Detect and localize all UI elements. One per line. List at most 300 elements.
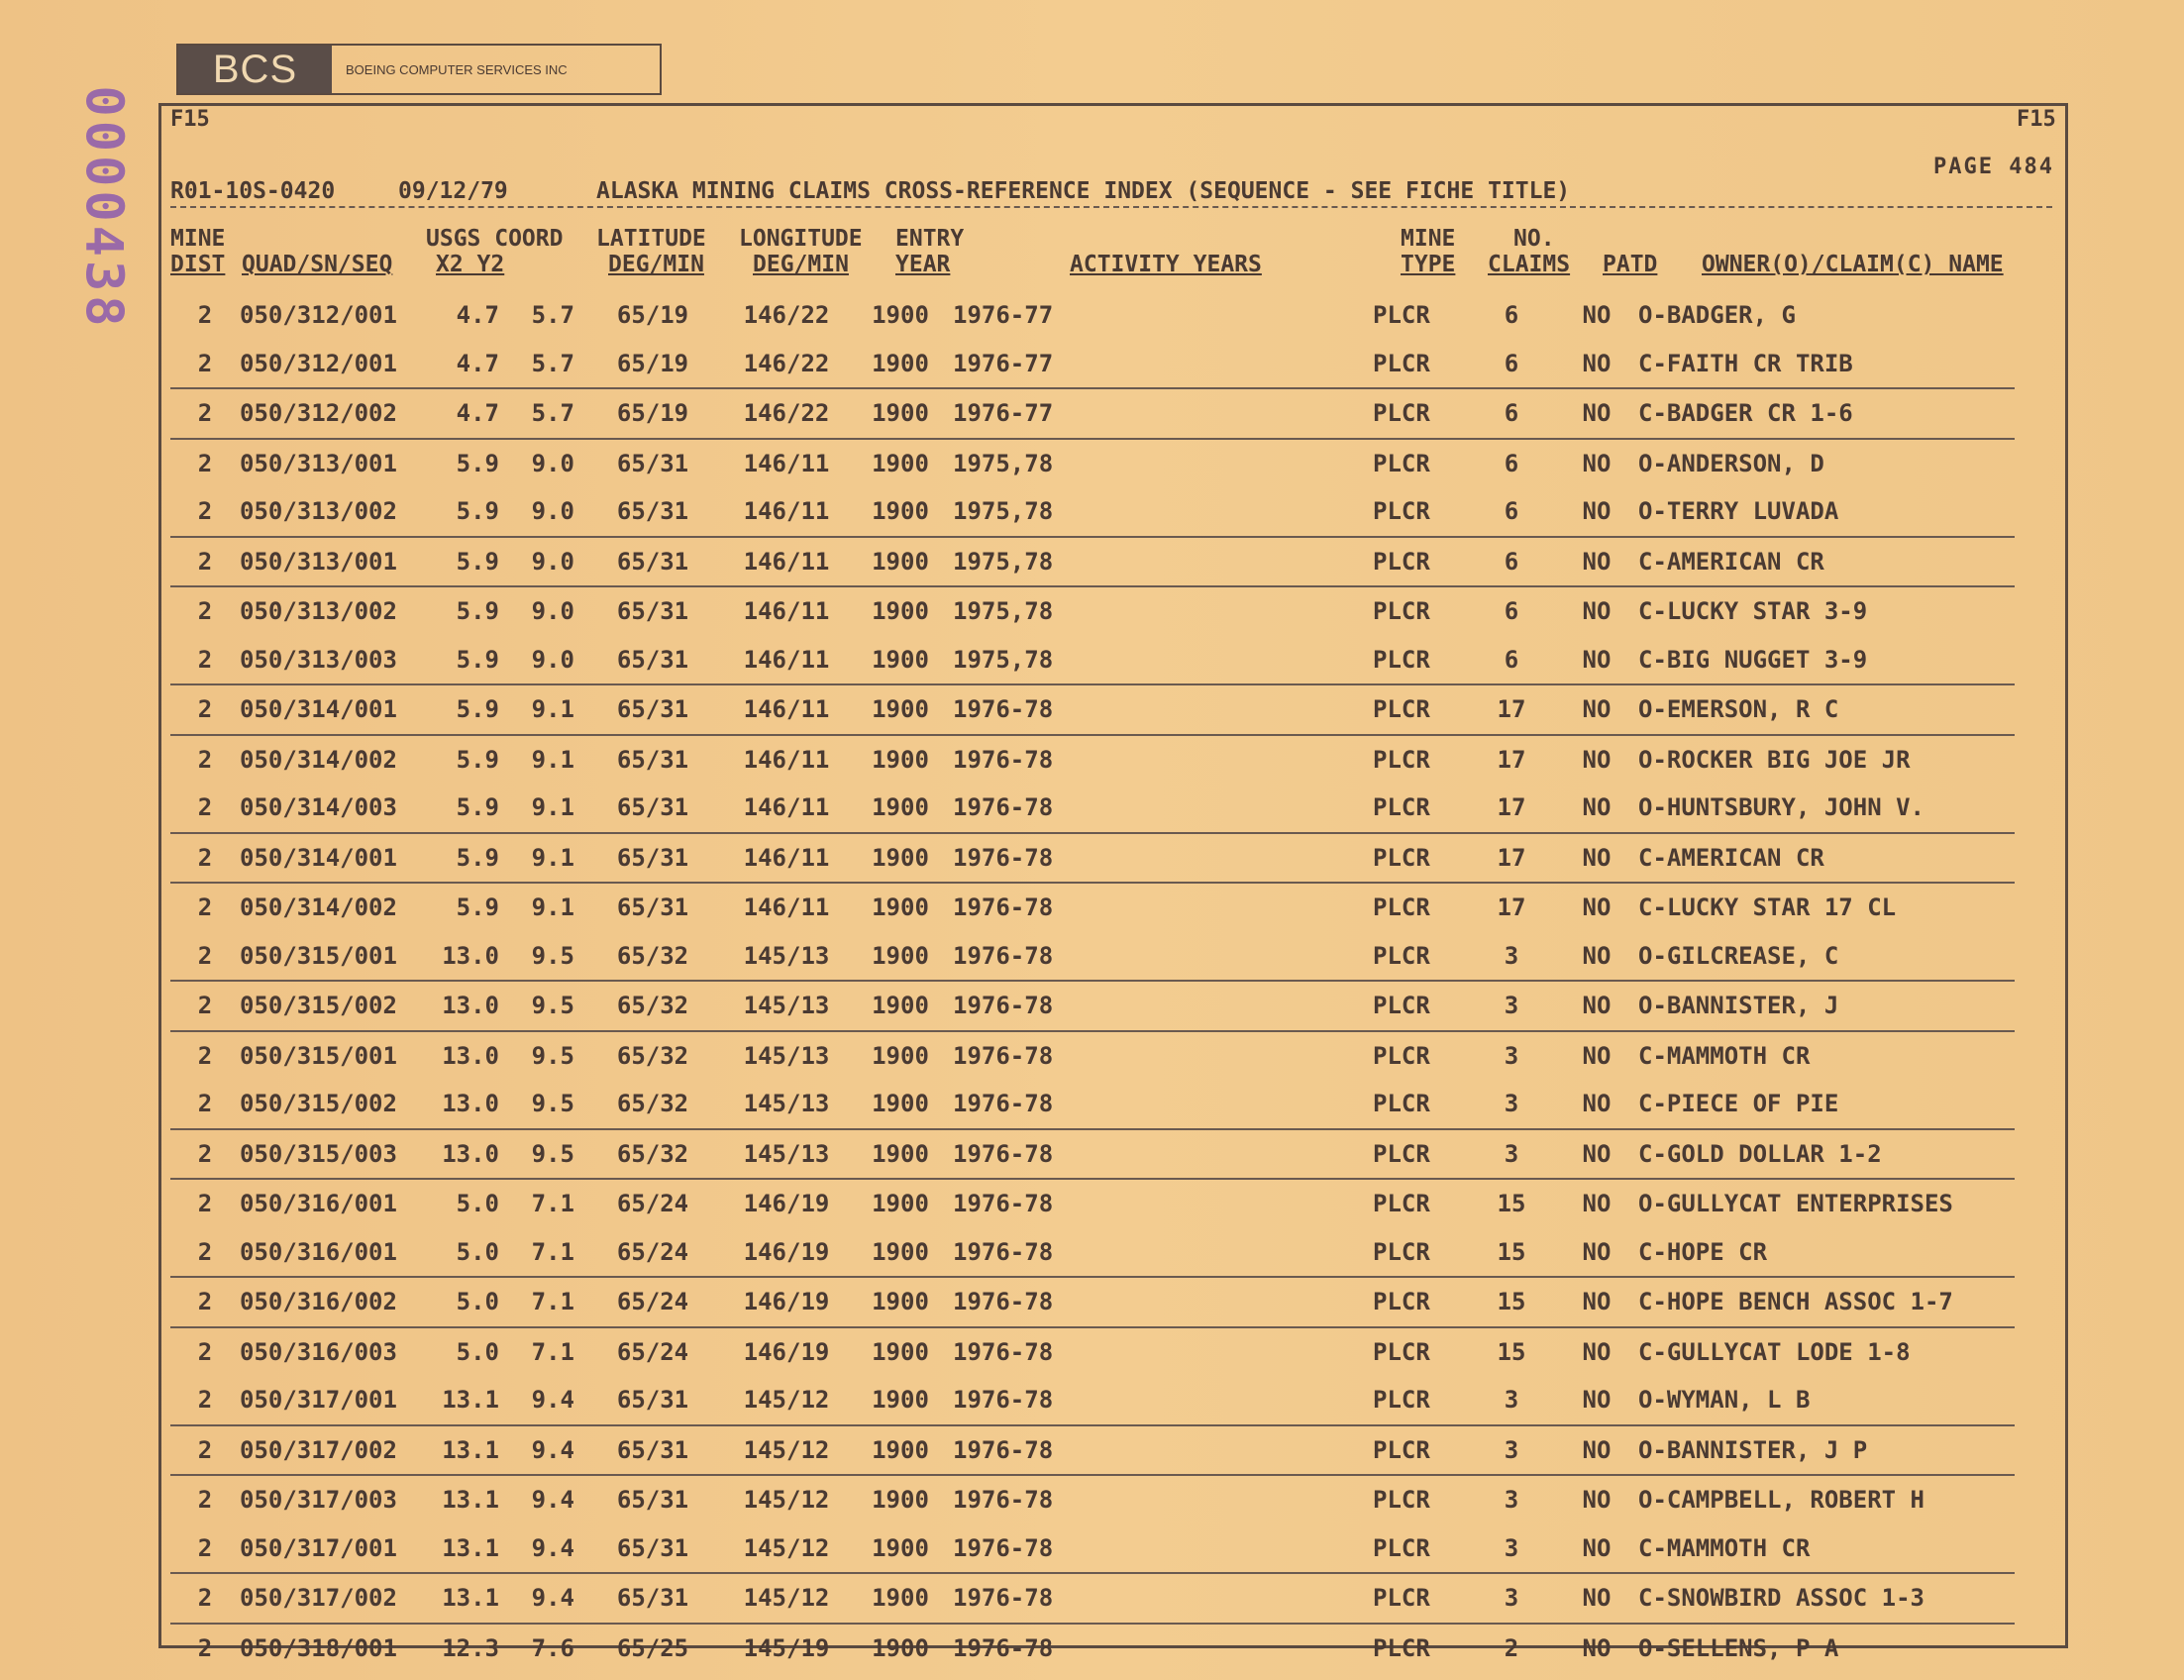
cell-mine-dist: 2 [170, 1129, 240, 1180]
cell-longitude: 145/12 [717, 1573, 856, 1624]
report-date: 09/12/79 [398, 178, 508, 204]
cell-mine-dist: 2 [170, 1228, 240, 1278]
cell-usgs-y2: 9.5 [509, 932, 588, 982]
cell-usgs-y2: 9.5 [509, 981, 588, 1031]
cell-owner-claim-name: C-HOPE BENCH ASSOC 1-7 [1638, 1277, 2015, 1327]
col-mine-type-1: MINE [1401, 226, 1456, 252]
cell-usgs-x2: 13.1 [426, 1573, 509, 1624]
cell-owner-claim-name: C-AMERICAN CR [1638, 833, 2015, 884]
cell-longitude: 146/11 [743, 745, 830, 774]
cell-longitude: 146/11 [717, 537, 856, 587]
cell-entry-year: 1900 [856, 340, 945, 389]
cell-longitude: 146/19 [743, 1337, 830, 1366]
cell-owner-claim-name: C-MAMMOTH CR [1638, 1041, 1811, 1070]
cell-latitude: 65/31 [588, 636, 717, 685]
cell-activity-years: 1976-77 [945, 388, 1373, 439]
cell-patd: NO [1582, 1633, 1612, 1662]
cell-no-claims: 15 [1468, 1277, 1555, 1327]
cell-quad-sn-seq: 050/313/003 [240, 636, 426, 685]
cell-mine-dist: 2 [170, 1425, 240, 1476]
cell-latitude: 65/31 [616, 745, 689, 774]
cell-usgs-x2: 13.1 [442, 1486, 499, 1515]
table-row [170, 833, 2015, 884]
cell-usgs-x2: 13.1 [426, 1524, 509, 1574]
cell-no-claims: 15 [1497, 1337, 1526, 1366]
cell-no-claims: 6 [1468, 487, 1555, 537]
cell-latitude: 65/32 [588, 1129, 717, 1180]
cell-entry-year: 1900 [856, 784, 945, 833]
cell-no-claims: 3 [1468, 1080, 1555, 1129]
cell-quad-sn-seq: 050/314/001 [240, 833, 426, 884]
cell-mine-dist: 2 [170, 1277, 240, 1327]
bcs-logo [176, 44, 662, 95]
cell-mine-type: PLCR [1373, 684, 1468, 735]
table-row [170, 1327, 2015, 1377]
cell-entry-year: 1900 [856, 1277, 945, 1327]
cell-longitude: 145/13 [717, 932, 856, 982]
col-longitude-2: DEG/MIN [753, 252, 849, 277]
cell-latitude: 65/24 [588, 1277, 717, 1327]
cell-patd: NO [1582, 893, 1612, 922]
cell-no-claims: 17 [1468, 684, 1555, 735]
cell-longitude: 146/19 [717, 1228, 856, 1278]
cell-quad-sn-seq: 050/316/003 [240, 1337, 397, 1366]
table-row [170, 1573, 2015, 1624]
cell-latitude: 65/31 [588, 833, 717, 884]
cell-usgs-x2: 13.0 [442, 1041, 499, 1070]
cell-latitude: 65/31 [616, 449, 689, 477]
cell-entry-year: 1900 [856, 1573, 945, 1624]
cell-usgs-y2: 7.1 [509, 1277, 588, 1327]
cell-usgs-y2: 9.4 [509, 1376, 588, 1425]
cell-owner-claim-name: O-TERRY LUVADA [1638, 487, 2015, 537]
cell-usgs-x2: 5.9 [426, 636, 509, 685]
cell-patd: NO [1582, 597, 1612, 626]
cell-mine-dist: 2 [197, 745, 213, 774]
cell-no-claims: 3 [1504, 1486, 1519, 1515]
cell-mine-type: PLCR [1373, 1337, 1430, 1366]
cell-quad-sn-seq: 050/312/001 [240, 340, 426, 389]
cell-mine-dist: 2 [170, 1573, 240, 1624]
cell-usgs-y2: 9.1 [509, 784, 588, 833]
cell-activity-years: 1976-77 [945, 340, 1373, 389]
cell-quad-sn-seq: 050/313/001 [240, 449, 397, 477]
cell-longitude: 145/12 [717, 1376, 856, 1425]
cell-patd: NO [1582, 449, 1612, 477]
cell-entry-year: 1900 [856, 487, 945, 537]
cell-mine-type: PLCR [1373, 784, 1468, 833]
table-row [170, 735, 2015, 785]
cell-owner-claim-name: O-ROCKER BIG JOE JR [1638, 745, 1911, 774]
cell-latitude: 65/32 [616, 1041, 689, 1070]
cell-latitude: 65/31 [588, 1425, 717, 1476]
cell-entry-year: 1900 [856, 932, 945, 982]
cell-owner-claim-name: O-CAMPBELL, ROBERT H [1638, 1486, 1924, 1515]
cell-entry-year: 1900 [872, 893, 929, 922]
cell-mine-type: PLCR [1373, 1228, 1468, 1278]
cell-owner-claim-name: C-PIECE OF PIE [1638, 1080, 2015, 1129]
cell-patd: NO [1555, 833, 1638, 884]
cell-usgs-x2: 4.7 [426, 388, 509, 439]
col-claims-2: CLAIMS [1488, 252, 1571, 277]
cell-latitude: 65/31 [588, 1524, 717, 1574]
document-number-stamp: 0000438 [74, 85, 134, 331]
cell-entry-year: 1900 [856, 684, 945, 735]
cell-owner-claim-name: O-BADGER, G [1638, 301, 1796, 330]
cell-patd: NO [1555, 487, 1638, 537]
cell-latitude: 65/25 [616, 1633, 689, 1662]
cell-mine-type: PLCR [1373, 1376, 1468, 1425]
logo-mark: BCS [178, 46, 332, 93]
cell-quad-sn-seq: 050/315/001 [240, 1041, 397, 1070]
cell-longitude: 146/11 [717, 684, 856, 735]
cell-activity-years: 1976-78 [953, 893, 1054, 922]
cell-latitude: 65/24 [616, 1337, 689, 1366]
claims-table [170, 291, 2015, 1672]
cell-owner-claim-name: O-SELLENS, P A [1638, 1633, 1839, 1662]
cell-longitude: 145/12 [717, 1524, 856, 1574]
cell-usgs-x2: 12.3 [442, 1633, 499, 1662]
cell-mine-type: PLCR [1373, 1633, 1430, 1662]
cell-mine-dist: 2 [170, 833, 240, 884]
cell-entry-year: 1900 [856, 981, 945, 1031]
cell-mine-type: PLCR [1373, 893, 1430, 922]
cell-entry-year: 1900 [856, 1524, 945, 1574]
cell-longitude: 146/19 [717, 1277, 856, 1327]
cell-usgs-x2: 4.7 [456, 301, 499, 330]
cell-longitude: 145/12 [717, 1425, 856, 1476]
cell-no-claims: 6 [1504, 301, 1519, 330]
cell-latitude: 65/31 [588, 684, 717, 735]
cell-quad-sn-seq: 050/316/002 [240, 1277, 426, 1327]
cell-latitude: 65/32 [588, 1080, 717, 1129]
cell-mine-dist: 2 [170, 1524, 240, 1574]
cell-activity-years: 1975,78 [953, 597, 1054, 626]
cell-usgs-x2: 5.0 [426, 1228, 509, 1278]
cell-usgs-y2: 9.1 [531, 893, 574, 922]
cell-owner-claim-name: O-HUNTSBURY, JOHN V. [1638, 784, 2015, 833]
cell-no-claims: 3 [1504, 1041, 1519, 1070]
cell-usgs-x2: 5.9 [426, 833, 509, 884]
cell-no-claims: 3 [1468, 932, 1555, 982]
cell-quad-sn-seq: 050/313/002 [240, 597, 397, 626]
cell-usgs-y2: 5.7 [531, 301, 574, 330]
cell-longitude: 145/13 [743, 1041, 830, 1070]
cell-no-claims: 3 [1468, 981, 1555, 1031]
cell-entry-year: 1900 [856, 833, 945, 884]
cell-longitude: 146/11 [717, 636, 856, 685]
cell-mine-dist: 2 [170, 636, 240, 685]
cell-latitude: 65/31 [616, 893, 689, 922]
cell-quad-sn-seq: 050/317/002 [240, 1425, 426, 1476]
cell-mine-dist: 2 [170, 1080, 240, 1129]
cell-usgs-x2: 5.9 [456, 893, 499, 922]
cell-usgs-y2: 7.1 [531, 1190, 574, 1218]
cell-mine-type: PLCR [1373, 537, 1468, 587]
cell-activity-years: 1976-78 [945, 684, 1373, 735]
cell-activity-years: 1975,78 [945, 537, 1373, 587]
cell-mine-type: PLCR [1373, 487, 1468, 537]
logo-text: BOEING COMPUTER SERVICES INC [346, 61, 568, 77]
cell-quad-sn-seq: 050/317/002 [240, 1573, 426, 1624]
table-row [170, 291, 2015, 340]
cell-quad-sn-seq: 050/315/003 [240, 1129, 426, 1180]
cell-no-claims: 6 [1468, 340, 1555, 389]
col-usgs-2: X2 Y2 [436, 252, 505, 277]
cell-quad-sn-seq: 050/314/001 [240, 684, 426, 735]
table-row [170, 784, 2015, 833]
cell-usgs-y2: 9.5 [509, 1129, 588, 1180]
table-row [170, 883, 2015, 932]
cell-patd: NO [1582, 1041, 1612, 1070]
cell-patd: NO [1555, 1080, 1638, 1129]
cell-latitude: 65/19 [616, 301, 689, 330]
cell-patd: NO [1555, 1228, 1638, 1278]
cell-owner-claim-name: C-GULLYCAT LODE 1-8 [1638, 1337, 1911, 1366]
cell-activity-years: 1976-78 [945, 1376, 1373, 1425]
col-patd: PATD [1603, 252, 1658, 277]
cell-activity-years: 1976-78 [945, 981, 1373, 1031]
cell-entry-year: 1900 [856, 636, 945, 685]
cell-patd: NO [1555, 537, 1638, 587]
cell-patd: NO [1555, 981, 1638, 1031]
table-row [170, 1376, 2015, 1425]
cell-mine-type: PLCR [1373, 745, 1430, 774]
cell-patd: NO [1555, 388, 1638, 439]
cell-usgs-x2: 5.9 [456, 449, 499, 477]
cell-quad-sn-seq: 050/312/002 [240, 388, 426, 439]
cell-patd: NO [1582, 1337, 1612, 1366]
cell-quad-sn-seq: 050/315/002 [240, 1080, 426, 1129]
cell-usgs-y2: 9.4 [509, 1573, 588, 1624]
report-id: R01-10S-0420 [170, 178, 336, 204]
cell-mine-dist: 2 [197, 1486, 213, 1515]
cell-mine-type: PLCR [1373, 1129, 1468, 1180]
cell-mine-type: PLCR [1373, 388, 1468, 439]
cell-mine-type: PLCR [1373, 833, 1468, 884]
cell-no-claims: 6 [1468, 636, 1555, 685]
table-row [170, 932, 2015, 982]
page-number: PAGE 484 [1933, 155, 2054, 179]
cell-latitude: 65/31 [588, 1573, 717, 1624]
cell-entry-year: 1900 [856, 1080, 945, 1129]
cell-usgs-x2: 13.0 [426, 981, 509, 1031]
cell-entry-year: 1900 [872, 1633, 929, 1662]
cell-entry-year: 1900 [856, 388, 945, 439]
cell-usgs-y2: 7.6 [531, 1633, 574, 1662]
cell-longitude: 145/13 [717, 981, 856, 1031]
cell-entry-year: 1900 [856, 1228, 945, 1278]
cell-mine-dist: 2 [170, 784, 240, 833]
cell-patd: NO [1555, 1277, 1638, 1327]
cell-activity-years: 1976-78 [945, 1228, 1373, 1278]
cell-patd: NO [1555, 1376, 1638, 1425]
cell-latitude: 65/31 [588, 537, 717, 587]
cell-quad-sn-seq: 050/314/002 [240, 893, 397, 922]
cell-usgs-y2: 9.1 [509, 833, 588, 884]
cell-entry-year: 1900 [856, 1376, 945, 1425]
col-usgs-1: USGS COORD [426, 226, 564, 252]
cell-activity-years: 1976-78 [953, 1633, 1054, 1662]
cell-longitude: 146/22 [717, 340, 856, 389]
table-row [170, 1228, 2015, 1278]
cell-activity-years: 1976-78 [945, 1277, 1373, 1327]
col-entry-2: YEAR [895, 252, 951, 277]
cell-longitude: 145/12 [743, 1486, 830, 1515]
cell-mine-dist: 2 [197, 1337, 213, 1366]
col-latitude-1: LATITUDE [596, 226, 706, 252]
cell-mine-type: PLCR [1373, 1573, 1468, 1624]
cell-entry-year: 1900 [872, 1337, 929, 1366]
cell-owner-claim-name: O-GILCREASE, C [1638, 932, 2015, 982]
cell-latitude: 65/31 [616, 597, 689, 626]
cell-mine-dist: 2 [170, 684, 240, 735]
cell-longitude: 146/11 [717, 784, 856, 833]
cell-entry-year: 1900 [856, 1129, 945, 1180]
table-row [170, 388, 2015, 439]
cell-patd: NO [1582, 301, 1612, 330]
cell-patd: NO [1555, 340, 1638, 389]
cell-usgs-y2: 9.0 [509, 537, 588, 587]
cell-mine-dist: 2 [170, 981, 240, 1031]
cell-usgs-y2: 9.0 [531, 597, 574, 626]
cell-no-claims: 3 [1468, 1524, 1555, 1574]
cell-entry-year: 1900 [872, 1190, 929, 1218]
cell-quad-sn-seq: 050/312/001 [240, 301, 397, 330]
cell-longitude: 146/19 [743, 1190, 830, 1218]
cell-usgs-y2: 9.0 [509, 636, 588, 685]
cell-usgs-y2: 7.1 [531, 1337, 574, 1366]
col-quad: QUAD/SN/SEQ [242, 252, 393, 277]
table-row [170, 340, 2015, 389]
cell-entry-year: 1900 [872, 1041, 929, 1070]
cell-patd: NO [1555, 1573, 1638, 1624]
cell-no-claims: 3 [1468, 1573, 1555, 1624]
cell-patd: NO [1582, 745, 1612, 774]
cell-quad-sn-seq: 050/315/002 [240, 981, 426, 1031]
cell-quad-sn-seq: 050/316/001 [240, 1190, 397, 1218]
cell-activity-years: 1976-78 [953, 1190, 1054, 1218]
cell-owner-claim-name: C-FAITH CR TRIB [1638, 340, 2015, 389]
cell-mine-dist: 2 [197, 1190, 213, 1218]
cell-longitude: 146/11 [717, 487, 856, 537]
cell-usgs-x2: 13.1 [426, 1425, 509, 1476]
cell-mine-type: PLCR [1373, 340, 1468, 389]
table-row [170, 586, 2015, 636]
frame-code-right: F15 [2017, 107, 2056, 132]
cell-no-claims: 2 [1504, 1633, 1519, 1662]
cell-mine-dist: 2 [170, 487, 240, 537]
cell-no-claims: 15 [1468, 1228, 1555, 1278]
table-row [170, 1080, 2015, 1129]
cell-mine-dist: 2 [170, 388, 240, 439]
cell-owner-claim-name: C-MAMMOTH CR [1638, 1524, 2015, 1574]
cell-mine-type: PLCR [1373, 1190, 1430, 1218]
cell-owner-claim-name: O-BANNISTER, J P [1638, 1425, 2015, 1476]
col-entry-1: ENTRY [895, 226, 965, 252]
cell-usgs-x2: 5.9 [426, 684, 509, 735]
cell-activity-years: 1976-78 [953, 1486, 1054, 1515]
cell-usgs-x2: 4.7 [426, 340, 509, 389]
cell-no-claims: 3 [1468, 1129, 1555, 1180]
col-owner: OWNER(O)/CLAIM(C) NAME [1702, 252, 2004, 277]
cell-usgs-y2: 9.1 [509, 684, 588, 735]
cell-usgs-x2: 5.9 [426, 487, 509, 537]
table-row [170, 1425, 2015, 1476]
cell-no-claims: 15 [1497, 1190, 1526, 1218]
cell-latitude: 65/32 [588, 932, 717, 982]
cell-latitude: 65/19 [588, 340, 717, 389]
col-mine-dist-1: MINE [170, 226, 226, 252]
cell-no-claims: 17 [1497, 893, 1526, 922]
table-row [170, 684, 2015, 735]
cell-patd: NO [1555, 684, 1638, 735]
cell-longitude: 146/11 [743, 449, 830, 477]
cell-mine-type: PLCR [1373, 1080, 1468, 1129]
cell-latitude: 65/32 [588, 981, 717, 1031]
cell-mine-type: PLCR [1373, 1425, 1468, 1476]
cell-patd: NO [1555, 1129, 1638, 1180]
cell-patd: NO [1555, 1524, 1638, 1574]
cell-usgs-y2: 5.7 [509, 340, 588, 389]
cell-patd: NO [1555, 932, 1638, 982]
cell-usgs-y2: 9.1 [531, 745, 574, 774]
cell-usgs-y2: 9.4 [509, 1524, 588, 1574]
cell-usgs-x2: 5.9 [426, 537, 509, 587]
cell-mine-type: PLCR [1373, 1041, 1430, 1070]
cell-quad-sn-seq: 050/315/001 [240, 932, 426, 982]
cell-mine-dist: 2 [197, 893, 213, 922]
cell-mine-type: PLCR [1373, 1277, 1468, 1327]
cell-mine-dist: 2 [197, 597, 213, 626]
cell-owner-claim-name: C-LUCKY STAR 17 CL [1638, 893, 1897, 922]
cell-activity-years: 1976-78 [945, 1080, 1373, 1129]
cell-no-claims: 6 [1504, 597, 1519, 626]
cell-entry-year: 1900 [856, 1425, 945, 1476]
cell-mine-type: PLCR [1373, 597, 1430, 626]
cell-longitude: 146/22 [717, 388, 856, 439]
cell-patd: NO [1582, 1190, 1612, 1218]
cell-patd: NO [1582, 1486, 1612, 1515]
cell-usgs-y2: 9.5 [531, 1041, 574, 1070]
cell-latitude: 65/24 [616, 1190, 689, 1218]
col-mine-type-2: TYPE [1401, 252, 1456, 277]
cell-activity-years: 1976-78 [953, 745, 1054, 774]
cell-mine-type: PLCR [1373, 1524, 1468, 1574]
cell-owner-claim-name: O-BANNISTER, J [1638, 981, 2015, 1031]
table-row [170, 1179, 2015, 1228]
cell-activity-years: 1976-77 [953, 301, 1054, 330]
cell-usgs-x2: 5.0 [426, 1277, 509, 1327]
cell-quad-sn-seq: 050/314/002 [240, 745, 397, 774]
cell-quad-sn-seq: 050/313/002 [240, 487, 426, 537]
cell-quad-sn-seq: 050/316/001 [240, 1228, 426, 1278]
table-row [170, 1624, 2015, 1673]
table-row [170, 981, 2015, 1031]
cell-entry-year: 1900 [872, 597, 929, 626]
col-mine-dist-2: DIST [170, 252, 226, 277]
cell-entry-year: 1900 [872, 301, 929, 330]
cell-activity-years: 1976-78 [945, 784, 1373, 833]
cell-longitude: 146/11 [717, 833, 856, 884]
cell-entry-year: 1900 [872, 449, 929, 477]
cell-quad-sn-seq: 050/313/001 [240, 537, 426, 587]
cell-activity-years: 1976-78 [953, 1337, 1054, 1366]
table-row [170, 1031, 2015, 1081]
cell-usgs-x2: 13.0 [426, 932, 509, 982]
cell-owner-claim-name: C-BIG NUGGET 3-9 [1638, 636, 2015, 685]
cell-mine-dist: 2 [170, 340, 240, 389]
